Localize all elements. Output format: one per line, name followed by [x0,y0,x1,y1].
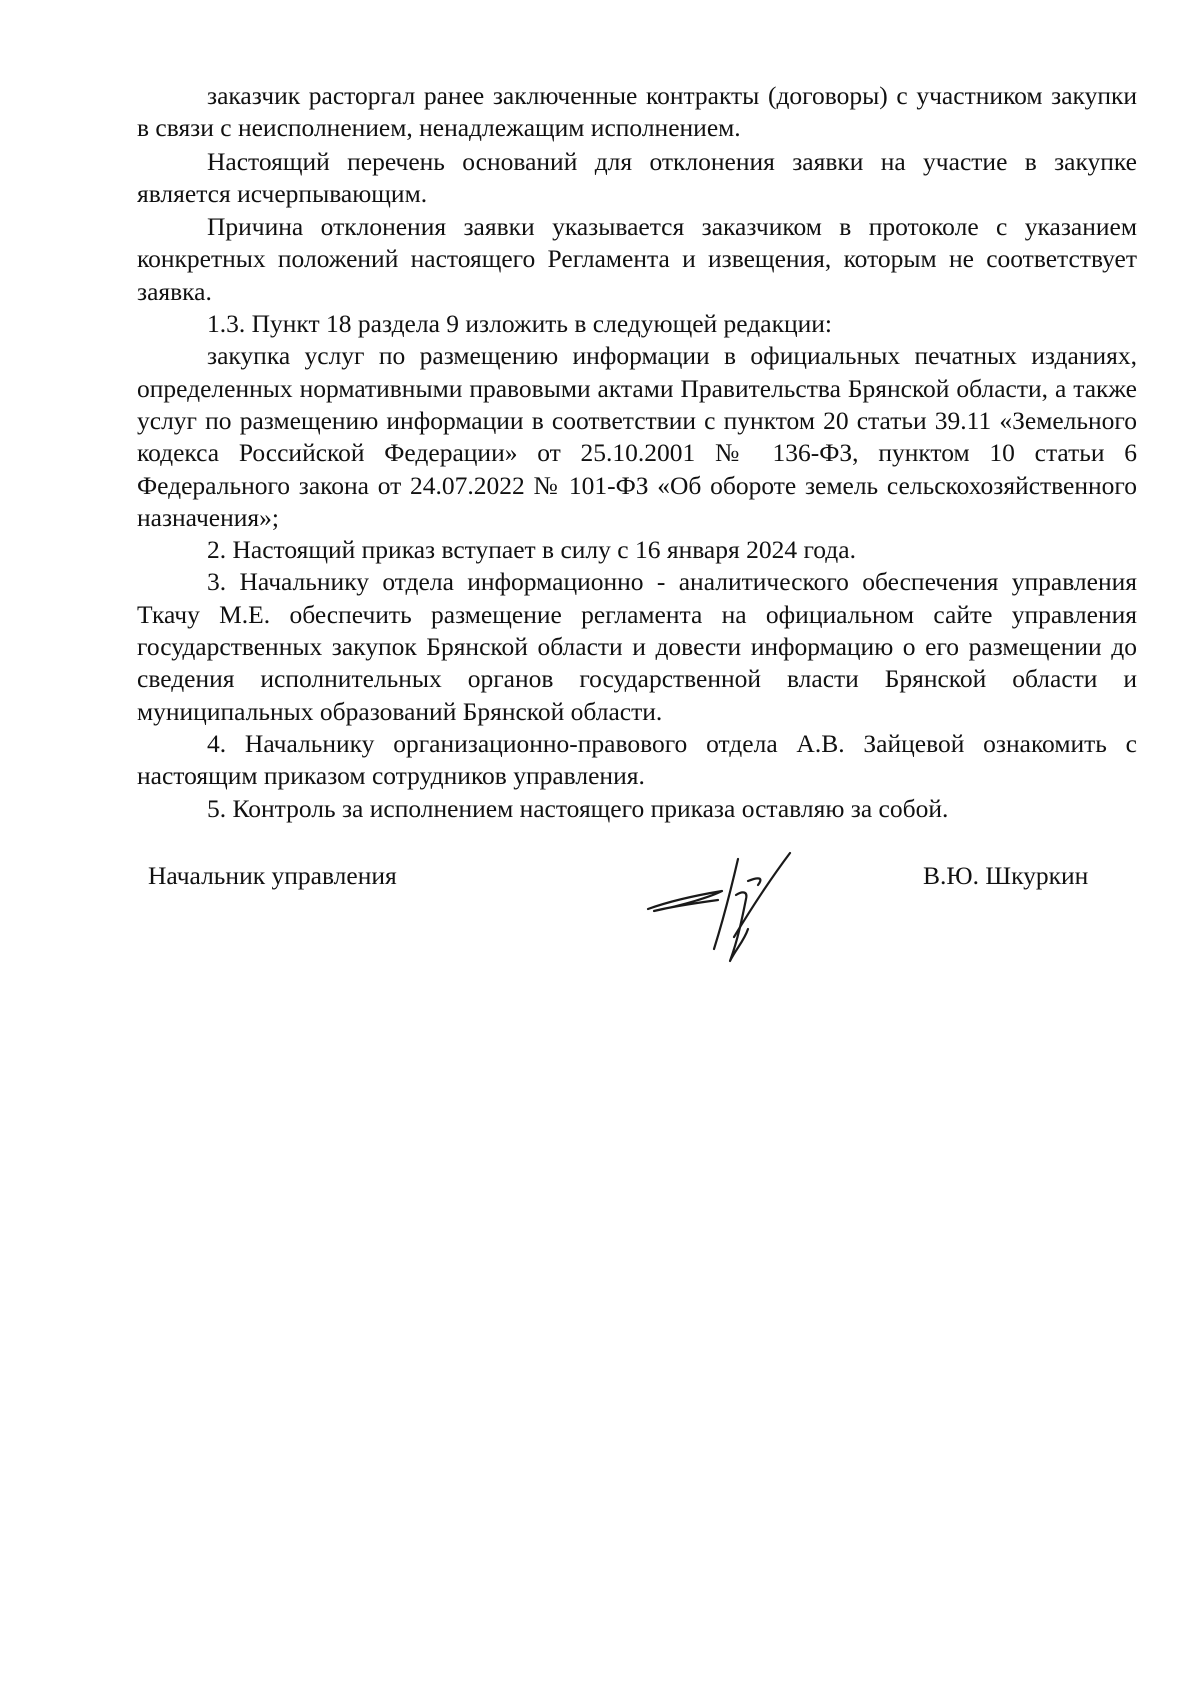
document-body [137,80,1137,825]
handwritten-signature-icon [640,845,820,965]
paragraph-item-3: 3. Начальнику отдела информационно - аналитического обеспечения управления Ткачу М.Е. обеспечить размещение регламента на официальном сайте управления государственных закупок Брянской области и довести информацию о его размещении до сведения исполнительных органов государственной власти Брянской области и муниципальных образований Брянской области. [137,567,1137,726]
paragraph-exhaustive-list: Настоящий перечень оснований для отклонения заявки на участие в закупке является исчерпывающим. [137,146,1137,208]
signatory-position: Начальник управления [148,861,397,890]
paragraph-item-4: 4. Начальнику организационно-правового отдела А.В. Зайцевой ознакомить с настоящим приказом сотрудников управления. [137,728,1137,791]
paragraph-item-5: 5. Контроль за исполнением настоящего приказа оставляю за собой. [207,793,949,823]
signatory-name: В.Ю. Шкуркин [923,861,1089,890]
signature-block [0,845,1200,965]
paragraph-rejection-reason: Причина отклонения заявки указывается заказчиком в протоколе с указанием конкретных положений настоящего Регламента и извещения, которым не соответствует заявка. [137,212,1137,306]
paragraph-item-1-3: 1.3. Пункт 18 раздела 9 изложить в следующей редакции: [207,309,832,339]
paragraph-grounds-termination: заказчик расторгал ранее заключенные контракты (договоры) с участником закупки в связи с неисполнением, ненадлежащим исполнением. [137,81,1137,143]
paragraph-point-18-text: закупка услуг по размещению информации в официальных печатных изданиях, определенных нормативными правовыми актами Правительства Брянской области, а также услуг по размещению информации в соответствии с пунктом 20 статьи 39.11 «Земельного кодекса Российской Федерации» от 25.10.2001 № 136-ФЗ, пунктом 10 статьи 6 Федерального закона от 24.07.2022 № 101-ФЗ «Об обороте земель сельскохозяйственного назначения»; [137,341,1137,532]
paragraph-item-2: 2. Настоящий приказ вступает в силу с 16 января 2024 года. [207,535,856,565]
